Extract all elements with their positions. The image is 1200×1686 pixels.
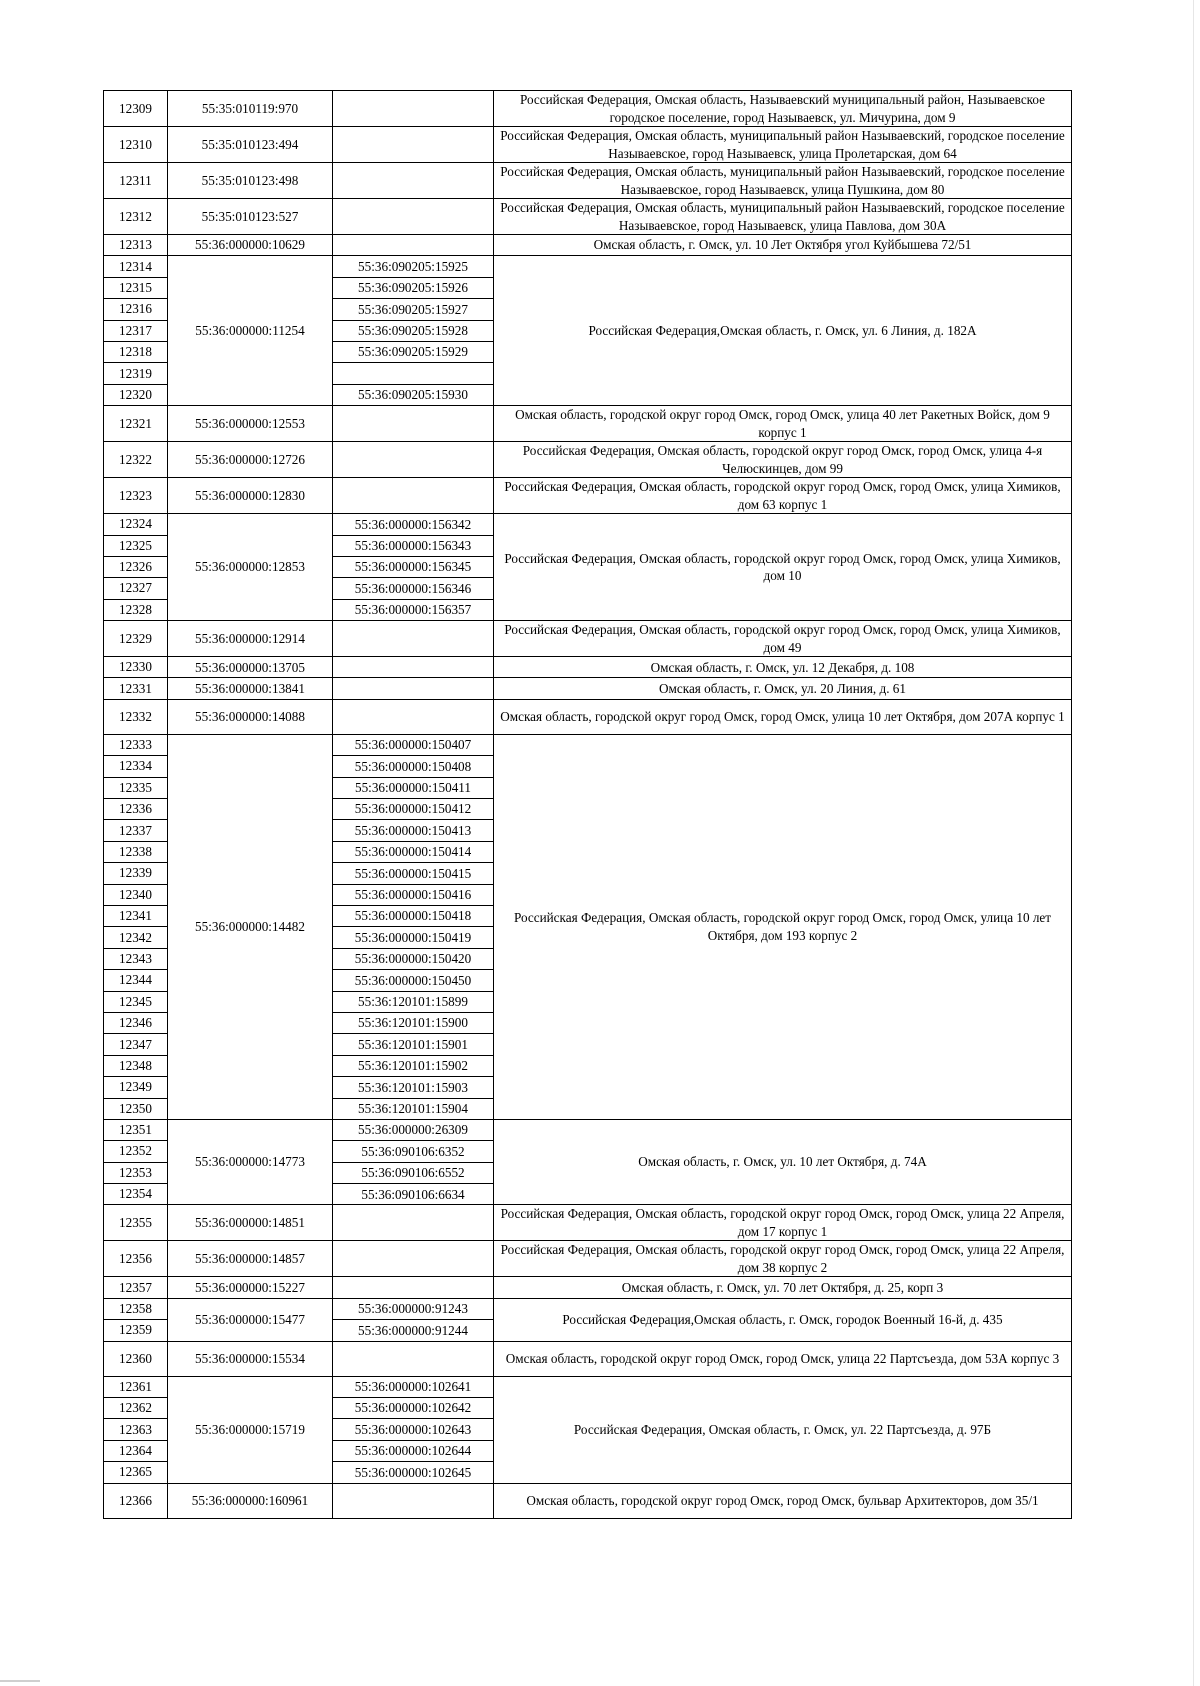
row-number-cell: 12328 <box>104 599 168 620</box>
sub-cadastral-cell: 55:36:000000:150411 <box>333 777 494 798</box>
table-row <box>104 1119 1072 1140</box>
sub-cadastral-cell <box>333 678 494 699</box>
row-number-cell: 12323 <box>104 478 168 514</box>
sub-cadastral-cell: 55:36:000000:150413 <box>333 820 494 841</box>
sub-cadastral-cell <box>333 91 494 127</box>
sub-cadastral-cell: 55:36:000000:26309 <box>333 1119 494 1140</box>
sub-cadastral-cell: 55:36:120101:15899 <box>333 991 494 1012</box>
sub-cadastral-cell <box>333 1341 494 1376</box>
address-cell: Омская область, г. Омск, ул. 70 лет Октября, д. 25, корп 3 <box>494 1277 1072 1298</box>
address-cell: Российская Федерация, Омская область, городской округ город Омск, город Омск, улица Химиков, дом 10 <box>494 514 1072 621</box>
address-cell: Российская Федерация,Омская область, г. Омск, городок Военный 16-й, д. 435 <box>494 1298 1072 1341</box>
address-cell: Омская область, г. Омск, ул. 12 Декабря, д. 108 <box>494 657 1072 678</box>
row-number-cell: 12341 <box>104 905 168 926</box>
row-number-cell: 12313 <box>104 235 168 256</box>
sub-cadastral-cell <box>333 163 494 199</box>
row-number-cell: 12325 <box>104 535 168 556</box>
cadastral-number-cell: 55:35:010119:970 <box>168 91 333 127</box>
row-number-cell: 12361 <box>104 1376 168 1397</box>
row-number-cell: 12355 <box>104 1205 168 1241</box>
row-number-cell: 12362 <box>104 1398 168 1419</box>
cadastral-number-cell: 55:36:000000:11254 <box>168 256 333 406</box>
sub-cadastral-cell: 55:36:000000:156345 <box>333 556 494 577</box>
cadastral-number-cell: 55:36:000000:12830 <box>168 478 333 514</box>
cadastral-number-cell: 55:36:000000:14088 <box>168 699 333 734</box>
row-number-cell: 12322 <box>104 442 168 478</box>
row-number-cell: 12364 <box>104 1440 168 1461</box>
sub-cadastral-cell <box>333 235 494 256</box>
row-number-cell: 12360 <box>104 1341 168 1376</box>
row-number-cell: 12350 <box>104 1098 168 1119</box>
cadastral-number-cell: 55:35:010123:494 <box>168 127 333 163</box>
cadastral-number-cell: 55:36:000000:12853 <box>168 514 333 621</box>
cadastral-number-cell: 55:36:000000:14857 <box>168 1241 333 1277</box>
cadastral-number-cell: 55:36:000000:15534 <box>168 1341 333 1376</box>
sub-cadastral-cell <box>333 199 494 235</box>
row-number-cell: 12348 <box>104 1055 168 1076</box>
row-number-cell: 12337 <box>104 820 168 841</box>
address-cell: Российская Федерация, Омская область, муниципальный район Называевский, городское поселение Называевское, город Называевск, улица Павлова, дом 30А <box>494 199 1072 235</box>
sub-cadastral-cell: 55:36:000000:150450 <box>333 970 494 991</box>
sub-cadastral-cell: 55:36:000000:150415 <box>333 863 494 884</box>
row-number-cell: 12310 <box>104 127 168 163</box>
row-number-cell: 12333 <box>104 734 168 755</box>
row-number-cell: 12319 <box>104 363 168 384</box>
sub-cadastral-cell <box>333 1205 494 1241</box>
sub-cadastral-cell <box>333 621 494 657</box>
cadastral-number-cell: 55:36:000000:14773 <box>168 1119 333 1205</box>
row-number-cell: 12314 <box>104 256 168 277</box>
sub-cadastral-cell: 55:36:000000:102645 <box>333 1462 494 1483</box>
table-row <box>104 1298 1072 1319</box>
table-row <box>104 199 1072 235</box>
row-number-cell: 12342 <box>104 927 168 948</box>
table-row <box>104 256 1072 277</box>
table-row <box>104 699 1072 734</box>
table-row <box>104 1483 1072 1518</box>
sub-cadastral-cell <box>333 1277 494 1298</box>
cadastral-number-cell: 55:36:000000:13841 <box>168 678 333 699</box>
row-number-cell: 12336 <box>104 799 168 820</box>
row-number-cell: 12346 <box>104 1012 168 1033</box>
table-row <box>104 621 1072 657</box>
sub-cadastral-cell: 55:36:090205:15926 <box>333 277 494 298</box>
row-number-cell: 12351 <box>104 1119 168 1140</box>
row-number-cell: 12347 <box>104 1034 168 1055</box>
cadastral-number-cell: 55:36:000000:12553 <box>168 406 333 442</box>
table-row <box>104 514 1072 535</box>
row-number-cell: 12315 <box>104 277 168 298</box>
sub-cadastral-cell: 55:36:090106:6552 <box>333 1162 494 1183</box>
sub-cadastral-cell: 55:36:000000:102642 <box>333 1398 494 1419</box>
cadastral-number-cell: 55:36:000000:13705 <box>168 657 333 678</box>
sub-cadastral-cell: 55:36:000000:91244 <box>333 1320 494 1341</box>
address-cell: Российская Федерация, Омская область, муниципальный район Называевский, городское поселение Называевское, город Называевск, улица Пролетарская, дом 64 <box>494 127 1072 163</box>
sub-cadastral-cell: 55:36:120101:15902 <box>333 1055 494 1076</box>
row-number-cell: 12359 <box>104 1320 168 1341</box>
address-cell: Российская Федерация, Омская область, городской округ город Омск, город Омск, улица 22 Апреля, дом 17 корпус 1 <box>494 1205 1072 1241</box>
table-row <box>104 1277 1072 1298</box>
sub-cadastral-cell: 55:36:000000:102644 <box>333 1440 494 1461</box>
sub-cadastral-cell <box>333 363 494 384</box>
address-cell: Омская область, г. Омск, ул. 10 лет Октября, д. 74А <box>494 1119 1072 1205</box>
sub-cadastral-cell: 55:36:000000:150414 <box>333 841 494 862</box>
row-number-cell: 12330 <box>104 657 168 678</box>
sub-cadastral-cell: 55:36:000000:156343 <box>333 535 494 556</box>
table-row <box>104 442 1072 478</box>
row-number-cell: 12353 <box>104 1162 168 1183</box>
cadastral-number-cell: 55:36:000000:14851 <box>168 1205 333 1241</box>
cadastral-number-cell: 55:36:000000:15227 <box>168 1277 333 1298</box>
address-cell: Омская область, г. Омск, ул. 20 Линия, д. 61 <box>494 678 1072 699</box>
row-number-cell: 12365 <box>104 1462 168 1483</box>
table-row <box>104 406 1072 442</box>
row-number-cell: 12339 <box>104 863 168 884</box>
row-number-cell: 12335 <box>104 777 168 798</box>
row-number-cell: 12316 <box>104 299 168 320</box>
sub-cadastral-cell: 55:36:000000:102643 <box>333 1419 494 1440</box>
cadastral-number-cell: 55:36:000000:12914 <box>168 621 333 657</box>
row-number-cell: 12318 <box>104 341 168 362</box>
row-number-cell: 12320 <box>104 384 168 405</box>
address-cell: Российская Федерация, Омская область, городской округ город Омск, город Омск, улица Химиков, дом 49 <box>494 621 1072 657</box>
cadastral-number-cell: 55:36:000000:15477 <box>168 1298 333 1341</box>
address-cell: Российская Федерация, Омская область, Называевский муниципальный район, Называевское городское поселение, город Называевск, ул. Мичурина, дом 9 <box>494 91 1072 127</box>
sub-cadastral-cell: 55:36:000000:150416 <box>333 884 494 905</box>
row-number-cell: 12340 <box>104 884 168 905</box>
table-row <box>104 1205 1072 1241</box>
sub-cadastral-cell <box>333 1483 494 1518</box>
table-row <box>104 163 1072 199</box>
sub-cadastral-cell <box>333 127 494 163</box>
sub-cadastral-cell: 55:36:120101:15900 <box>333 1012 494 1033</box>
row-number-cell: 12329 <box>104 621 168 657</box>
cadastral-number-cell: 55:36:000000:15719 <box>168 1376 333 1483</box>
sub-cadastral-cell: 55:36:000000:156342 <box>333 514 494 535</box>
table-row <box>104 657 1072 678</box>
table-row <box>104 478 1072 514</box>
scan-edge-mark <box>0 1680 40 1682</box>
sub-cadastral-cell: 55:36:000000:150418 <box>333 905 494 926</box>
row-number-cell: 12352 <box>104 1141 168 1162</box>
row-number-cell: 12366 <box>104 1483 168 1518</box>
row-number-cell: 12331 <box>104 678 168 699</box>
sub-cadastral-cell: 55:36:090205:15930 <box>333 384 494 405</box>
table-row <box>104 734 1072 755</box>
row-number-cell: 12344 <box>104 970 168 991</box>
row-number-cell: 12345 <box>104 991 168 1012</box>
address-cell: Российская Федерация, Омская область, муниципальный район Называевский, городское поселение Называевское, город Называевск, улица Пушкина, дом 80 <box>494 163 1072 199</box>
sub-cadastral-cell: 55:36:000000:150419 <box>333 927 494 948</box>
sub-cadastral-cell: 55:36:090205:15928 <box>333 320 494 341</box>
sub-cadastral-cell: 55:36:000000:91243 <box>333 1298 494 1319</box>
row-number-cell: 12358 <box>104 1298 168 1319</box>
sub-cadastral-cell: 55:36:000000:150412 <box>333 799 494 820</box>
row-number-cell: 12309 <box>104 91 168 127</box>
page-edge-line <box>1193 0 1194 1686</box>
table-row <box>104 235 1072 256</box>
sub-cadastral-cell: 55:36:090205:15925 <box>333 256 494 277</box>
table-row <box>104 1376 1072 1397</box>
table-row <box>104 1341 1072 1376</box>
row-number-cell: 12334 <box>104 756 168 777</box>
address-cell: Омская область, городской округ город Омск, город Омск, улица 10 лет Октября, дом 207А корпус 1 <box>494 699 1072 734</box>
sub-cadastral-cell <box>333 406 494 442</box>
row-number-cell: 12321 <box>104 406 168 442</box>
row-number-cell: 12363 <box>104 1419 168 1440</box>
sub-cadastral-cell: 55:36:090205:15927 <box>333 299 494 320</box>
table-row <box>104 678 1072 699</box>
sub-cadastral-cell <box>333 1241 494 1277</box>
address-cell: Российская Федерация, Омская область, городской округ город Омск, город Омск, улица Химиков, дом 63 корпус 1 <box>494 478 1072 514</box>
table-row <box>104 1241 1072 1277</box>
row-number-cell: 12327 <box>104 578 168 599</box>
sub-cadastral-cell: 55:36:000000:156357 <box>333 599 494 620</box>
table-body <box>104 91 1072 1519</box>
address-cell: Российская Федерация, Омская область, городской округ город Омск, город Омск, улица 10 лет Октября, дом 193 корпус 2 <box>494 734 1072 1119</box>
sub-cadastral-cell: 55:36:090106:6352 <box>333 1141 494 1162</box>
address-cell: Российская Федерация, Омская область, г. Омск, ул. 22 Партсъезда, д. 97Б <box>494 1376 1072 1483</box>
table-row <box>104 127 1072 163</box>
sub-cadastral-cell: 55:36:090106:6634 <box>333 1184 494 1205</box>
sub-cadastral-cell: 55:36:120101:15904 <box>333 1098 494 1119</box>
cadastral-number-cell: 55:36:000000:160961 <box>168 1483 333 1518</box>
row-number-cell: 12349 <box>104 1077 168 1098</box>
row-number-cell: 12326 <box>104 556 168 577</box>
cadastral-number-cell: 55:35:010123:498 <box>168 163 333 199</box>
row-number-cell: 12354 <box>104 1184 168 1205</box>
cadastral-number-cell: 55:36:000000:12726 <box>168 442 333 478</box>
sub-cadastral-cell: 55:36:090205:15929 <box>333 341 494 362</box>
row-number-cell: 12343 <box>104 948 168 969</box>
row-number-cell: 12324 <box>104 514 168 535</box>
sub-cadastral-cell: 55:36:000000:150408 <box>333 756 494 777</box>
row-number-cell: 12332 <box>104 699 168 734</box>
sub-cadastral-cell: 55:36:120101:15903 <box>333 1077 494 1098</box>
row-number-cell: 12356 <box>104 1241 168 1277</box>
address-cell: Российская Федерация,Омская область, г. Омск, ул. 6 Линия, д. 182А <box>494 256 1072 406</box>
table-row <box>104 91 1072 127</box>
sub-cadastral-cell: 55:36:120101:15901 <box>333 1034 494 1055</box>
address-cell: Омская область, городской округ город Омск, город Омск, улица 22 Партсъезда, дом 53А корпус 3 <box>494 1341 1072 1376</box>
address-cell: Российская Федерация, Омская область, городской округ город Омск, город Омск, улица 4-я Челюскинцев, дом 99 <box>494 442 1072 478</box>
cadastral-table <box>103 90 1072 1519</box>
sub-cadastral-cell <box>333 657 494 678</box>
row-number-cell: 12357 <box>104 1277 168 1298</box>
row-number-cell: 12312 <box>104 199 168 235</box>
sub-cadastral-cell: 55:36:000000:150420 <box>333 948 494 969</box>
cadastral-number-cell: 55:36:000000:10629 <box>168 235 333 256</box>
address-cell: Российская Федерация, Омская область, городской округ город Омск, город Омск, улица 22 Апреля, дом 38 корпус 2 <box>494 1241 1072 1277</box>
cadastral-number-cell: 55:35:010123:527 <box>168 199 333 235</box>
sub-cadastral-cell: 55:36:000000:150407 <box>333 734 494 755</box>
address-cell: Омская область, городской округ город Омск, город Омск, бульвар Архитекторов, дом 35/1 <box>494 1483 1072 1518</box>
row-number-cell: 12338 <box>104 841 168 862</box>
cadastral-number-cell: 55:36:000000:14482 <box>168 734 333 1119</box>
sub-cadastral-cell <box>333 478 494 514</box>
row-number-cell: 12317 <box>104 320 168 341</box>
sub-cadastral-cell <box>333 699 494 734</box>
sub-cadastral-cell: 55:36:000000:156346 <box>333 578 494 599</box>
address-cell: Омская область, г. Омск, ул. 10 Лет Октября угол Куйбышева 72/51 <box>494 235 1072 256</box>
row-number-cell: 12311 <box>104 163 168 199</box>
sub-cadastral-cell: 55:36:000000:102641 <box>333 1376 494 1397</box>
address-cell: Омская область, городской округ город Омск, город Омск, улица 40 лет Ракетных Войск, дом 9 корпус 1 <box>494 406 1072 442</box>
sub-cadastral-cell <box>333 442 494 478</box>
